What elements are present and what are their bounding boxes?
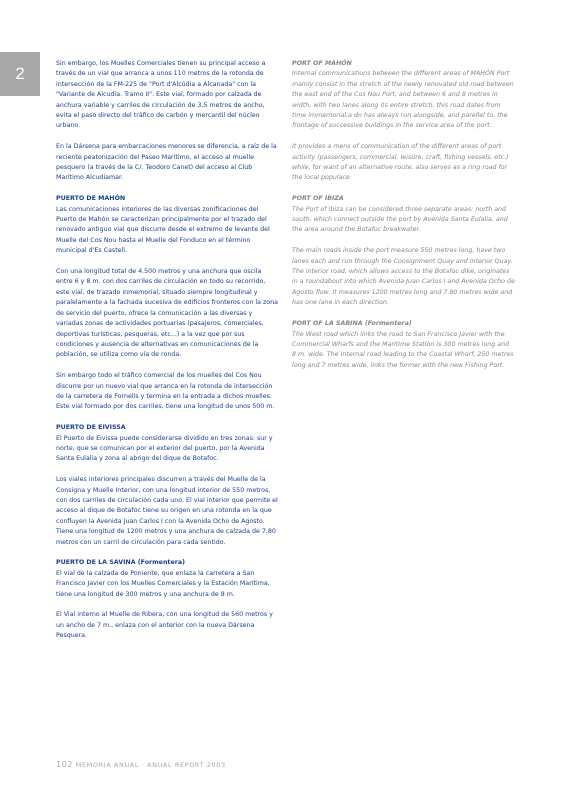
paragraph: Las comunicaciones interiores de las diversas zonificaciones del Puerto de Mahón se caracterizan principalmente por el trazado del renovado antiguo vial que discurre desde el extremo de levante del Muelle del Cos Nou hasta el Muelle del Fonduco en el término municipal d'Es Castell. [56, 205, 270, 255]
section-heading-eivissa: PUERTO DE EIVISSA [56, 424, 126, 432]
paragraph: Con una longitud total de 4.500 metros y una anchura que oscila entre 6 y 8 m. con dos carriles de circulación en todo su recorrido, este vial, de trazado inmemorial, situado siempre longitudinal y paralelamente a la fachada sucesiva de edificios fronteros con la zona de servicio del puerto, ofrece la comunicación a las diversas y variadas zonas de actividades portuarias (pasajeros, comerciales, deportivas turísticas, pesqueras, etc...) a la vez que por sus condiciones y ausencia de alternativas en comunicaciones de la población, se utiliza como vía de ronda. [56, 268, 278, 359]
footer-text: MEMORIA ANUAL · ANUAL REPORT 2003 [75, 761, 226, 769]
paragraph: Los viales interiores principales discurren a través del Muelle de la Consigna y Muelle Interior, con una longitud interior de 550 metros, con dos carriles de circulación cada uno. El vial interior que permite el acceso al dique de Botafoc tiene su origen en una rotonda en la que confluyen la Avenida Juan Carlos I con la Avenida Ocho de Agosto. Tiene una longitud de 1200 metros y una anchura de calzada de 7,80 metros con un carril de circulación para cada sentido. [56, 476, 278, 546]
paragraph: It provides a mens of communication of the different areas of port activity (passengers, commercial, leisure, craft, fishing vessels, etc.) while, for want of an alternative route, also serves as a ring road for the local populace. [292, 143, 509, 182]
paragraph: En la Dársena para embarcaciones menores se diferencia, a raíz de la reciente peatonización del Paseo Marítimo, el acceso al muelle pesquero (a través de la C/. Teodoro Canet) del acceso al Club Marítimo Alcudiamar. [56, 143, 277, 182]
section-heading-sabina-en: PORT OF LA SABINA (Formentera) [292, 320, 412, 328]
paragraph: The Port of Ibiza can be considered three separate areas: north and south, which connect outside the port by Avenida Santa Eulalia, and the area around the Botafoc breakwater. [292, 205, 508, 234]
paragraph: El vial de la calzada de Poniente, que enlaza la carretera a San Francisco Javier con los Muelles Comerciales y la Estación Marítima, tiene una longitud de 300 metros y una anchura de 8 m. [56, 569, 270, 598]
paragraph: The main roads inside the port measure 550 metres long, have two lanes each and run through the Consignment Quay and Interior Quay. The interior road, which allows access to the Botafoc dike, originates in a roundabout into which Avenida Juan Carlos I and Avenida Ocho de Agosto flow. It measures 1200 metres long and 7.80 metres wide and has one lane in each direction. [292, 247, 515, 307]
spanish-column [56, 59, 278, 652]
section-heading-mahon-en: PORT OF MAHÓN [292, 60, 352, 67]
paragraph: Internal communications between the different areas of MAHÓN Port mainly consist in the stretch of the newly renovated old road between the east end of the Cos Nou Port, and between 6 and 8 metres in width, with two lanes along its entire stretch, this road dates from time immemorial,a dn has always run alongside, and parellel to, the frontage of successive buildings in the service area of the port. [292, 70, 514, 130]
paragraph: The West road which links the road to San Francisco Javier with the Commercial Wharfs and the Maritime Station is 300 metres long and 8 m. wide. The internal road leading to the Coastal Wharf, 250 metres long and 7 metres wide, links the former with the new Fishing Port. [292, 330, 514, 369]
section-heading-ibiza-en: PORT OF IBIZA [292, 195, 344, 203]
page-section-tab: 2 [0, 52, 40, 96]
page-footer [56, 760, 226, 769]
paragraph: El Vial interno al Muelle de Ribera, con una longitud de 560 metros y un ancho de 7 m., enlaza con el anterior con la nueva Dársena Pesquera. [56, 611, 273, 640]
paragraph: El Puerto de Eivissa puede considerarse dividido en tres zonas: sur y norte, que se comunican por el exterior del puerto, por la Avenida Santa Eulalia y zona al abrigo del dique de Botafoc. [56, 434, 273, 463]
page-number: 102 [56, 760, 74, 769]
section-heading-mahon: PUERTO DE MAHÓN [56, 195, 126, 203]
paragraph: Sin embargo todo el tráfico comercial de los muelles del Cos Nou discurre por un nuevo vial que arranca en la rotonda de intersección de la carretera de Fornells y termina en la entrada a dichos muelles. Este vial formado por dos carriles, tiene una longitud de unos 500 m. [56, 372, 275, 411]
english-column [292, 59, 515, 382]
paragraph: Sin embargo, los Muelles Comerciales tienen su principal acceso a través de un vial que arranca a unos 110 metros de la rotonda de intersección de la FM-225 de "Port d'Alcúdia a Alcanada" con la "Variante de Alcudia. Tramo II". Este vial, formado por calzada de anchura variable y carriles de circulación de 3,5 metros de ancho, evita el paso directo del tráfico de carbón y mercantil del núcleo urbano. [56, 60, 266, 130]
section-heading-savina: PUERTO DE LA SAVINA (Formentera) [56, 559, 185, 567]
